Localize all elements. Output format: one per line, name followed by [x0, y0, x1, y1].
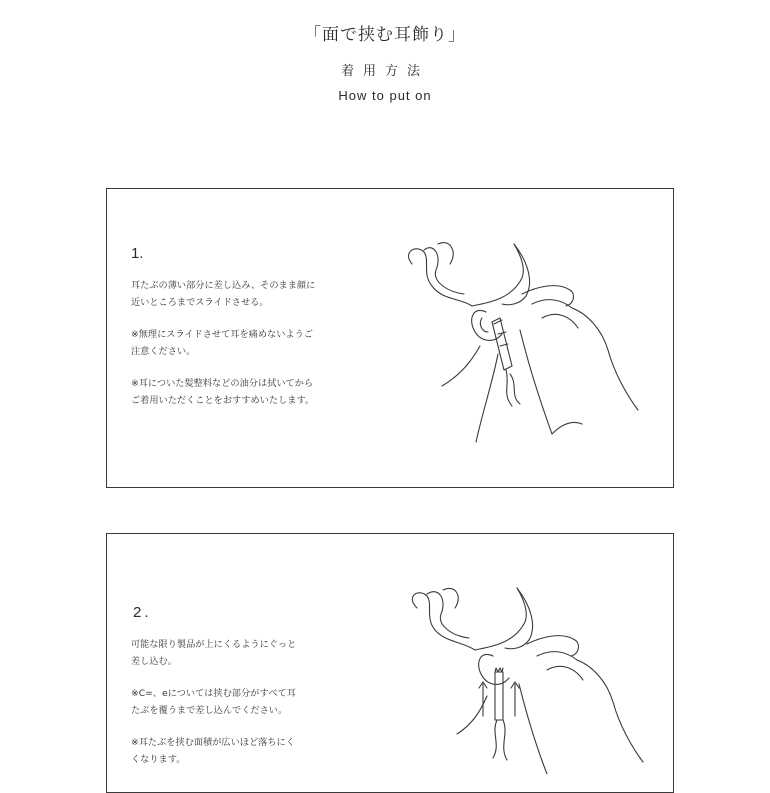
- ear-pressing-illustration: [397, 584, 647, 774]
- recommendation-note: ※耳についた髪整料などの油分は拭いてから ご着用いただくことをおすすめいたします。: [131, 378, 315, 406]
- caution-note: ※無理にスライドさせて耳を痛めないようご 注意ください。: [131, 329, 313, 357]
- grip-note: ※耳たぶを挟む面積が広いほど落ちにく くなります。: [131, 737, 295, 765]
- instruction-paragraph: 耳たぶの薄い部分に差し込み、そのまま顔に 近いところまでスライドさせる。: [131, 280, 316, 308]
- subtitle-japanese: 着用方法: [340, 64, 429, 79]
- step-number: 1.: [131, 245, 144, 262]
- instruction-paragraph: 可能な限り製品が上にくるようにぐっと 差し込む。: [131, 639, 297, 667]
- step-instructions: [131, 636, 346, 783]
- coverage-note: ※C=、eについては挟む部分がすべて耳 たぶを覆うまで差し込んでください。: [131, 688, 296, 716]
- step-card-1: [106, 188, 674, 488]
- page-title: 「面で挟む耳飾り」: [304, 25, 466, 45]
- step-instructions: [131, 277, 346, 424]
- subtitle-english: How to put on: [338, 88, 432, 103]
- ear-insertion-illustration: [402, 234, 642, 449]
- step-card-2: [106, 533, 674, 793]
- step-number: 2.: [133, 604, 152, 621]
